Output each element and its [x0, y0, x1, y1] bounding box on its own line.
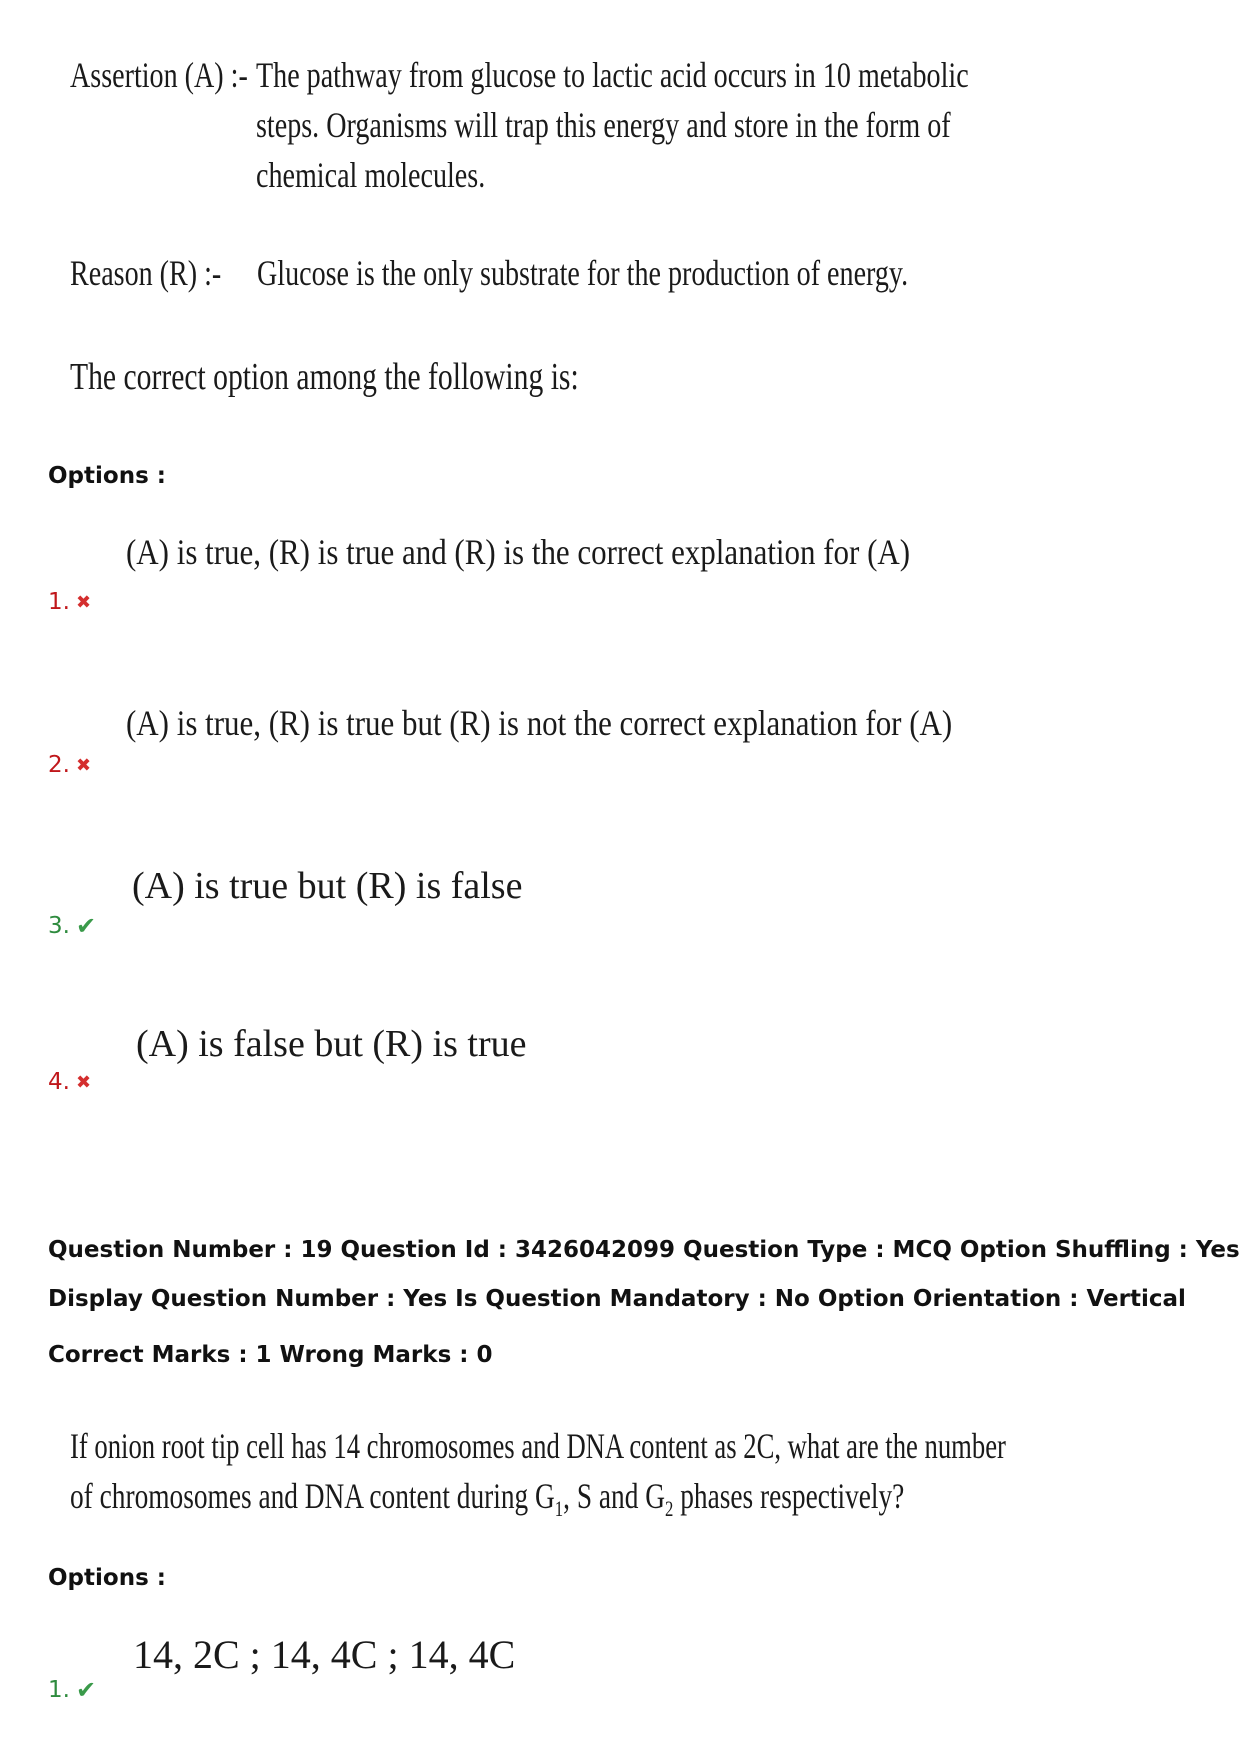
reason-text: Glucose is the only substrate for the production of energy.: [257, 253, 909, 293]
question-meta-line-3: Correct Marks : 1 Wrong Marks : 0: [48, 1342, 493, 1368]
question-line-2: of chromosomes and DNA content during $G_1$, S and $G_2$ phases respectively?: [70, 1476, 905, 1522]
question-prompt: The correct option among the following is:: [70, 356, 579, 398]
wrong-icon: ✖: [75, 754, 92, 776]
option-text: (A) is false but (R) is true: [136, 1023, 527, 1065]
wrong-icon: ✖: [75, 1071, 92, 1093]
checkmark-icon: ✔: [75, 1676, 97, 1704]
question-meta-line-1: Question Number : 19 Question Id : 3426042099 Question Type : MCQ Option Shuffling : Yes: [48, 1237, 1240, 1263]
option-number[interactable]: 2. ✖: [48, 752, 92, 778]
assertion-line-1: The pathway from glucose to lactic acid occurs in 10 metabolic: [256, 55, 969, 95]
assertion-label: Assertion (A) :-: [70, 55, 248, 95]
options-label: Options :: [48, 1565, 166, 1591]
option-text: (A) is true, (R) is true but (R) is not the correct explanation for (A): [126, 703, 953, 743]
option-number[interactable]: 1. ✔: [48, 1676, 97, 1704]
option-number[interactable]: 3. ✔: [48, 912, 97, 940]
option-text: (A) is true, (R) is true and (R) is the correct explanation for (A): [126, 532, 911, 572]
question-meta-line-2: Display Question Number : Yes Is Question Mandatory : No Option Orientation : Vertical: [48, 1286, 1186, 1312]
option-number[interactable]: 1. ✖: [48, 589, 92, 615]
assertion-line-3: chemical molecules.: [256, 155, 486, 195]
options-label: Options :: [48, 463, 166, 489]
question-line-1: If onion root tip cell has 14 chromosomes and DNA content as 2C, what are the number: [70, 1426, 1006, 1466]
wrong-icon: ✖: [75, 591, 92, 613]
assertion-line-2: steps. Organisms will trap this energy and store in the form of: [256, 105, 951, 145]
option-number[interactable]: 4. ✖: [48, 1069, 92, 1095]
option-text: 14, 2C ; 14, 4C ; 14, 4C: [133, 1632, 516, 1677]
option-text: (A) is true but (R) is false: [132, 865, 523, 907]
checkmark-icon: ✔: [75, 912, 97, 940]
reason-label: Reason (R) :-: [70, 253, 222, 293]
